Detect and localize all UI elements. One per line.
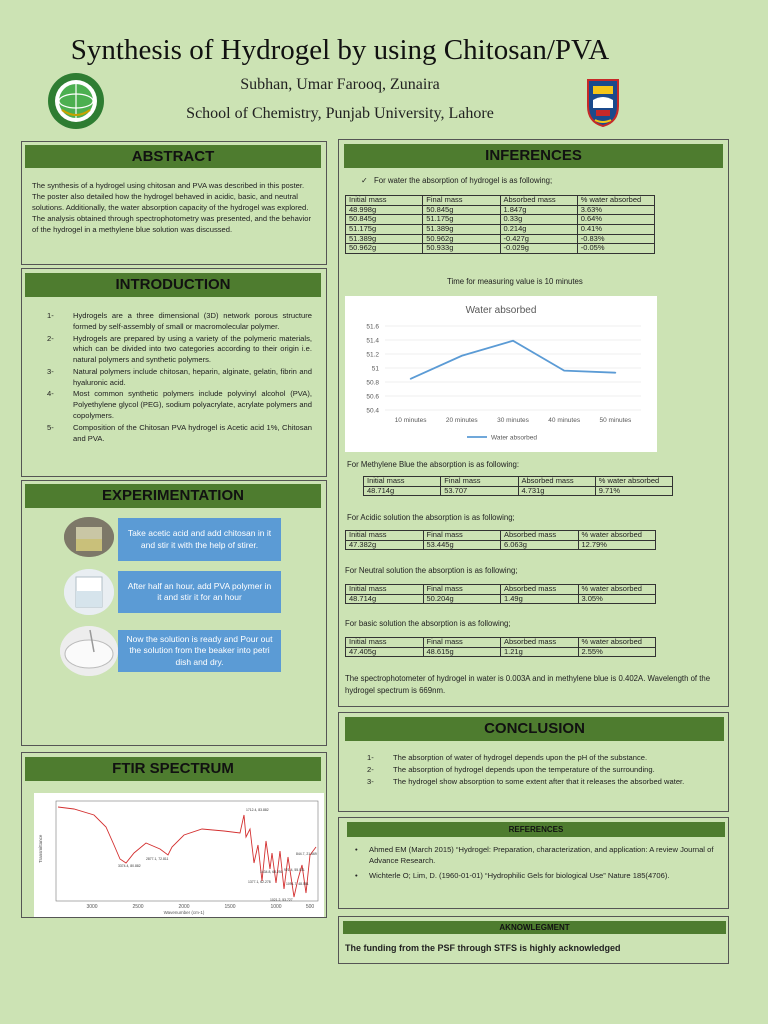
ftir-xtick-1000: 1000: [270, 904, 282, 910]
bullet-icon: •: [355, 845, 358, 854]
ftir-peak-label-1712: 1712.4, 83.882: [246, 808, 269, 812]
ftir-xtick-2000: 2000: [178, 904, 190, 910]
inferences-heading: INFERENCES: [344, 144, 723, 168]
table-cell: 51.175g: [346, 224, 423, 234]
table-cell: 3.63%: [577, 205, 654, 215]
table-cell: 53.707: [441, 486, 518, 496]
introduction-item-number: 5-: [47, 422, 54, 432]
ftir-xtick-2500: 2500: [132, 904, 144, 910]
ftir-peak-label-1091: 1091.7, 48.581: [286, 882, 309, 886]
table-cell: 9.71%: [595, 486, 672, 496]
chart-xtick-label: 30 minutes: [497, 417, 529, 424]
table-header-cell: % water absorbed: [595, 477, 672, 487]
table-header-cell: % water absorbed: [578, 585, 656, 595]
ftir-xtick-1500: 1500: [224, 904, 236, 910]
table-row: [364, 486, 673, 496]
table-cell: 0.214g: [500, 224, 577, 234]
table-cell: 48.615g: [423, 647, 501, 657]
ftir-heading: FTIR SPECTRUM: [25, 757, 321, 781]
punjab-university-logo-right: [585, 76, 621, 128]
ftir-ylabel: Transmittance: [38, 834, 43, 863]
abstract-heading: ABSTRACT: [25, 145, 321, 168]
poster-title: Synthesis of Hydrogel by using Chitosan/PVA: [70, 34, 610, 66]
reference-item: [355, 844, 715, 866]
table-cell: -0.05%: [577, 244, 654, 254]
table-header-cell: Initial mass: [346, 638, 424, 648]
methylene-blue-intro: For Methylene Blue the absorption is as following:: [347, 460, 520, 469]
introduction-item-number: 1-: [47, 311, 54, 320]
ftir-xtick-3000: 3000: [86, 904, 98, 910]
introduction-item: [47, 334, 312, 366]
table-cell: 0.64%: [577, 215, 654, 225]
table-header-cell: Final mass: [423, 531, 501, 541]
table-cell: 1.847g: [500, 205, 577, 215]
water-absorbed-chart: [345, 296, 657, 452]
ftir-peak-label-1021: 1021.2, 53.727: [270, 898, 293, 902]
table-header-cell: Final mass: [441, 477, 518, 487]
ftir-xlabel: Wavenumber (cm-1): [163, 910, 205, 915]
beaker-pva-photo: [64, 569, 114, 615]
table-cell: 0.33g: [500, 215, 577, 225]
chart-data-point: [461, 355, 463, 357]
table-header-cell: Absorbed mass: [500, 196, 577, 206]
introduction-item: [47, 423, 312, 445]
table-cell: 3.05%: [578, 594, 656, 604]
conclusion-item: [367, 753, 712, 764]
table-cell: 50.204g: [423, 594, 501, 604]
chart-legend-label: Water absorbed: [491, 434, 538, 442]
check-icon: ✓: [361, 176, 368, 185]
table-header-cell: Absorbed mass: [501, 638, 579, 648]
table-cell: 48.998g: [346, 205, 423, 215]
table-cell: 12.79%: [578, 540, 656, 550]
chart-background: [345, 296, 657, 452]
table-header-row: [346, 638, 656, 648]
table-cell: 51.389g: [423, 224, 500, 234]
poster-authors: Subhan, Umar Farooq, Zunaira: [240, 76, 440, 93]
basic-table: [345, 637, 656, 657]
ftir-peak-label-1434: 1434.8, 68.250: [260, 870, 283, 874]
beaker-chitosan-photo: [64, 517, 114, 557]
table-cell: 53.445g: [423, 540, 501, 550]
chart-xtick-label: 10 minutes: [394, 417, 427, 424]
table-header-cell: Absorbed mass: [501, 585, 579, 595]
table-cell: 50.845g: [423, 205, 500, 215]
abstract-text: The synthesis of a hydrogel using chitosan and PVA was described in this poster. The poster also detailed how the hydrogel behaved in acidic, basic, and neutral solutions. Additionally, the water absorption capacity of the hydrogel was explored. The analysis obtained through spectrophotometry was presented, and the behavior of the hydrogel in a methylene blue solution was discussed.: [32, 181, 312, 234]
introduction-list: [47, 311, 312, 445]
table-cell: 47.405g: [346, 647, 424, 657]
table-header-cell: Initial mass: [364, 477, 441, 487]
table-cell: 51.175g: [423, 215, 500, 225]
reference-text: Ahmed EM (March 2015) “Hydrogel: Preparation, characterization, and application: A review Journal of Advance Research.: [369, 845, 714, 865]
table-header-cell: % water absorbed: [577, 196, 654, 206]
table-row: [346, 594, 656, 604]
acknowledgment-heading: AKNOWLEGMENT: [343, 921, 726, 934]
water-intro-text: For water the absorption of hydrogel is as following;: [374, 176, 553, 185]
basic-intro: For basic solution the absorption is as following;: [345, 619, 511, 628]
introduction-panel: [21, 268, 327, 477]
experimentation-heading: EXPERIMENTATION: [25, 484, 321, 508]
conclusion-list: [367, 753, 712, 788]
introduction-item-number: 4-: [47, 389, 54, 399]
chart-xtick-label: 40 minutes: [548, 417, 581, 424]
table-row: [346, 205, 655, 215]
table-cell: 0.41%: [577, 224, 654, 234]
conclusion-item-text: The absorption of water of hydrogel depends upon the pH of the substance.: [393, 753, 648, 762]
introduction-item-text: Composition of the Chitosan PVA hydrogel is Acetic acid 1%, Chitosan and PVA.: [73, 422, 312, 443]
neutral-table: [345, 584, 656, 604]
table-row: [346, 215, 655, 225]
table-cell: 50.845g: [346, 215, 423, 225]
chart-ytick-label: 51.2: [366, 351, 379, 359]
table-header-cell: Initial mass: [346, 196, 423, 206]
experiment-step-2: After half an hour, add PVA polymer in it and stir it for an hour: [118, 571, 281, 613]
table-header-row: [346, 531, 656, 541]
references-panel: [338, 817, 729, 909]
table-header-row: [364, 477, 673, 487]
table-row: [346, 647, 656, 657]
bullet-icon: •: [355, 871, 358, 880]
university-seal-logo-left: [47, 72, 105, 130]
table-cell: 2.55%: [578, 647, 656, 657]
water-absorption-table: [345, 195, 655, 254]
table-header-cell: Initial mass: [346, 531, 424, 541]
table-header-cell: Initial mass: [346, 585, 424, 595]
references-list: [355, 844, 715, 885]
experiment-step-3: Now the solution is ready and Pour out the solution from the beaker into petri dish and dry.: [118, 630, 281, 672]
chart-data-point: [563, 370, 565, 372]
conclusion-item-number: 3-: [367, 776, 374, 786]
table-cell: 50.962g: [346, 244, 423, 254]
table-row: [346, 224, 655, 234]
chart-xtick-label: 20 minutes: [445, 417, 478, 424]
table-cell: 48.714g: [346, 594, 424, 604]
introduction-item-text: Hydrogels are prepared by using a variety of the polymeric materials, which can be divided into two categories according to their origin i.e. natural polymers and synthetic polymers.: [73, 333, 312, 365]
table-cell: 47.382g: [346, 540, 424, 550]
introduction-item-text: Most common synthetic polymers include polyvinyl alcohol (PVA), Polyethylene glycol (PEG), sodium polyacrylate, acrylate polymers and copolymers.: [73, 389, 312, 421]
introduction-heading: INTRODUCTION: [25, 273, 321, 297]
chart-data-point: [512, 340, 514, 342]
chart-data-point: [410, 378, 412, 380]
table-row: [346, 234, 655, 244]
ftir-peak-label-844: 844.7, 21.669: [296, 852, 317, 856]
introduction-item-text: Hydrogels are a three dimensional (3D) network porous structure formed by self-assembly of small or macromolecular polymer.: [73, 311, 312, 331]
ftir-spectrum-chart: [34, 793, 324, 917]
chart-xtick-label: 50 minutes: [599, 417, 632, 424]
ftir-peak-label-2877: 2877.1, 72.811: [146, 857, 169, 861]
chart-ytick-label: 51.4: [366, 337, 379, 345]
acidic-table: [345, 530, 656, 550]
introduction-item: [47, 367, 312, 389]
experiment-step-1: Take acetic acid and add chitosan in it and stir it with the help of stirer.: [118, 518, 281, 561]
neutral-intro: For Neutral solution the absorption is as following;: [345, 566, 518, 575]
table-cell: 48.714g: [364, 486, 441, 496]
ftir-panel: [21, 752, 327, 918]
reference-text: Wichterle O; Lim, D. (1960-01-01) “Hydrophilic Gels for biological Use” Nature 185(4706).: [369, 871, 670, 880]
inferences-panel: [338, 139, 729, 707]
table-row: [346, 540, 656, 550]
introduction-item: [47, 389, 312, 421]
conclusion-item: [367, 777, 712, 788]
acknowledgment-text: The funding from the PSF through STFS is highly acknowledged: [345, 943, 621, 953]
table-cell: 4.731g: [518, 486, 595, 496]
table-header-cell: Final mass: [423, 585, 501, 595]
conclusion-item-number: 2-: [367, 764, 374, 774]
table-header-cell: % water absorbed: [578, 638, 656, 648]
methylene-blue-table: [363, 476, 673, 496]
time-note: Time for measuring value is 10 minutes: [447, 277, 583, 286]
table-header-cell: Final mass: [423, 638, 501, 648]
table-header-row: [346, 585, 656, 595]
table-header-cell: % water absorbed: [578, 531, 656, 541]
table-cell: -0.427g: [500, 234, 577, 244]
table-cell: 50.962g: [423, 234, 500, 244]
conclusion-item-text: The hydrogel show absorption to some extent after that it releases the absorbed water.: [393, 776, 685, 786]
table-cell: -0.029g: [500, 244, 577, 254]
table-cell: 6.063g: [501, 540, 579, 550]
introduction-item-number: 2-: [47, 333, 54, 343]
table-row: [346, 244, 655, 254]
references-heading: REFERENCES: [347, 822, 725, 837]
introduction-item-number: 3-: [47, 366, 54, 376]
spectrophotometer-note: The spectrophotometer of hydrogel in water is 0.003A and in methylene blue is 0.402A. Wavelength of the hydrogel spectrum is 669nm.: [345, 674, 711, 695]
table-cell: 1.49g: [501, 594, 579, 604]
chart-ytick-label: 50.4: [366, 407, 379, 415]
chart-title: Water absorbed: [465, 305, 537, 316]
experimentation-panel: [21, 480, 327, 746]
conclusion-item: [367, 765, 712, 776]
poster-school: School of Chemistry, Punjab University, Lahore: [186, 105, 494, 122]
petri-dish-photo: [60, 626, 118, 676]
chart-data-point: [615, 372, 617, 374]
table-cell: 50.933g: [423, 244, 500, 254]
conclusion-heading: CONCLUSION: [345, 717, 724, 741]
table-cell: 1.21g: [501, 647, 579, 657]
ftir-peak-label-921: 921.4, 55.001: [284, 868, 305, 872]
introduction-item: [47, 311, 312, 333]
table-header-row: [346, 196, 655, 206]
acknowledgment-panel: [338, 916, 729, 964]
table-header-cell: Final mass: [423, 196, 500, 206]
conclusion-item-number: 1-: [367, 753, 374, 762]
chart-ytick-label: 51: [371, 365, 379, 373]
chart-ytick-label: 50.6: [366, 393, 379, 401]
table-header-cell: Absorbed mass: [518, 477, 595, 487]
introduction-item-text: Natural polymers include chitosan, heparin, alginate, gelatin, fibrin and hyaluronic acid.: [73, 366, 312, 387]
acidic-intro: For Acidic solution the absorption is as following;: [347, 513, 515, 522]
ftir-peak-label-3374: 3374.4, 80.882: [118, 864, 141, 868]
chart-ytick-label: 51.6: [366, 323, 379, 331]
conclusion-item-text: The absorption of hydrogel depends upon the temperature of the surrounding.: [393, 764, 655, 774]
table-cell: -0.83%: [577, 234, 654, 244]
abstract-panel: [21, 141, 327, 265]
ftir-peak-label-1377: 1377.1, 62.278: [248, 880, 271, 884]
table-header-cell: Absorbed mass: [501, 531, 579, 541]
chart-ytick-label: 50.8: [366, 379, 379, 387]
ftir-xtick-500: 500: [305, 904, 315, 910]
water-intro: [361, 176, 552, 185]
reference-item: [355, 870, 715, 881]
conclusion-panel: [338, 712, 729, 812]
table-cell: 51.389g: [346, 234, 423, 244]
